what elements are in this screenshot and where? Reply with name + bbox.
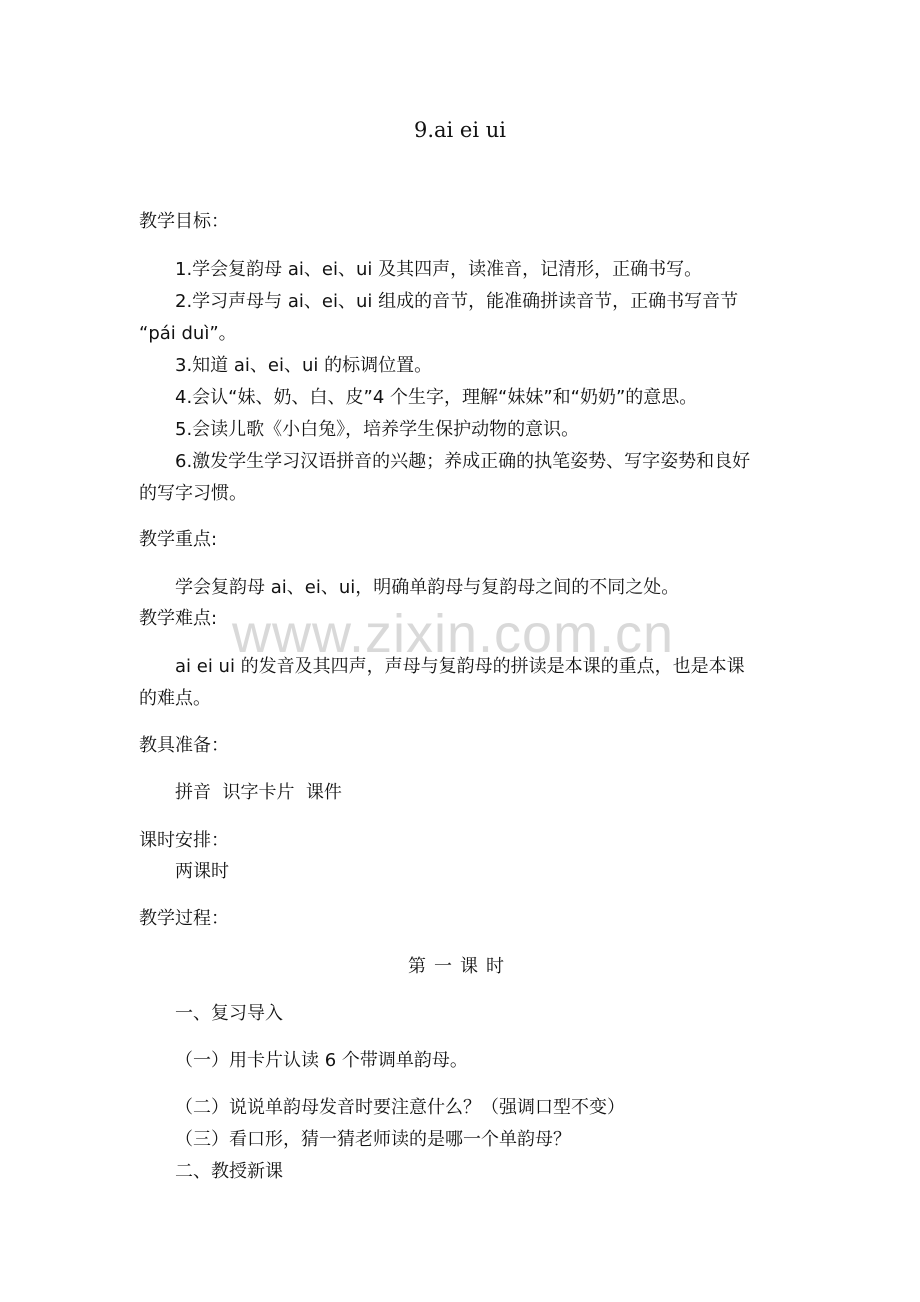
lesson-title: 9.ai ei ui: [413, 118, 506, 142]
materials-heading: 教具准备：: [139, 735, 229, 756]
schedule-heading: 课时安排：: [139, 830, 229, 851]
objective-item: 1.学会复韵母 ai、ei、ui 及其四声，读准音，记清形，正确书写。: [175, 259, 703, 280]
lesson-label: 第一课时: [408, 956, 512, 977]
difficulties-heading: 教学难点:: [139, 608, 218, 629]
objective-item: 6.激发学生学习汉语拼音的兴趣；养成正确的执笔姿势、写字姿势和良好: [175, 451, 751, 472]
difficulties-text: 的难点。: [139, 688, 211, 709]
process-step: （二）说说单韵母发音时要注意什么？（强调口型不变）: [175, 1097, 625, 1118]
objective-item: 5.会读儿歌《小白兔》，培养学生保护动物的意识。: [175, 419, 580, 440]
objective-item: 的写字习惯。: [139, 483, 247, 504]
objective-item: 4.会认“妹、奶、白、皮”4 个生字，理解“妹妹”和“奶奶”的意思。: [175, 387, 698, 408]
objectives-heading: 教学目标：: [139, 211, 229, 232]
objective-item: “pái duì”。: [139, 323, 237, 344]
materials-text: 拼音 识字卡片 课件: [175, 782, 342, 803]
section-heading: 二、教授新课: [175, 1161, 283, 1182]
objective-item: 3.知道 ai、ei、ui 的标调位置。: [175, 355, 433, 376]
process-step: （一）用卡片认读 6 个带调单韵母。: [175, 1050, 468, 1071]
key-points-text: 学会复韵母 ai、ei、ui，明确单韵母与复韵母之间的不同之处。: [175, 577, 680, 598]
difficulties-text: ai ei ui 的发音及其四声，声母与复韵母的拼读是本课的重点，也是本课: [175, 656, 745, 677]
objective-item: 2.学习声母与 ai、ei、ui 组成的音节，能准确拼读音节，正确书写音节: [175, 291, 739, 312]
schedule-text: 两课时: [175, 861, 229, 882]
watermark: www.zixin.com.cn: [232, 604, 675, 664]
key-points-heading: 教学重点:: [139, 529, 218, 550]
section-heading: 一、复习导入: [175, 1003, 283, 1024]
process-step: （三）看口形，猜一猜老师读的是哪一个单韵母？: [175, 1129, 571, 1150]
process-heading: 教学过程：: [139, 908, 229, 929]
